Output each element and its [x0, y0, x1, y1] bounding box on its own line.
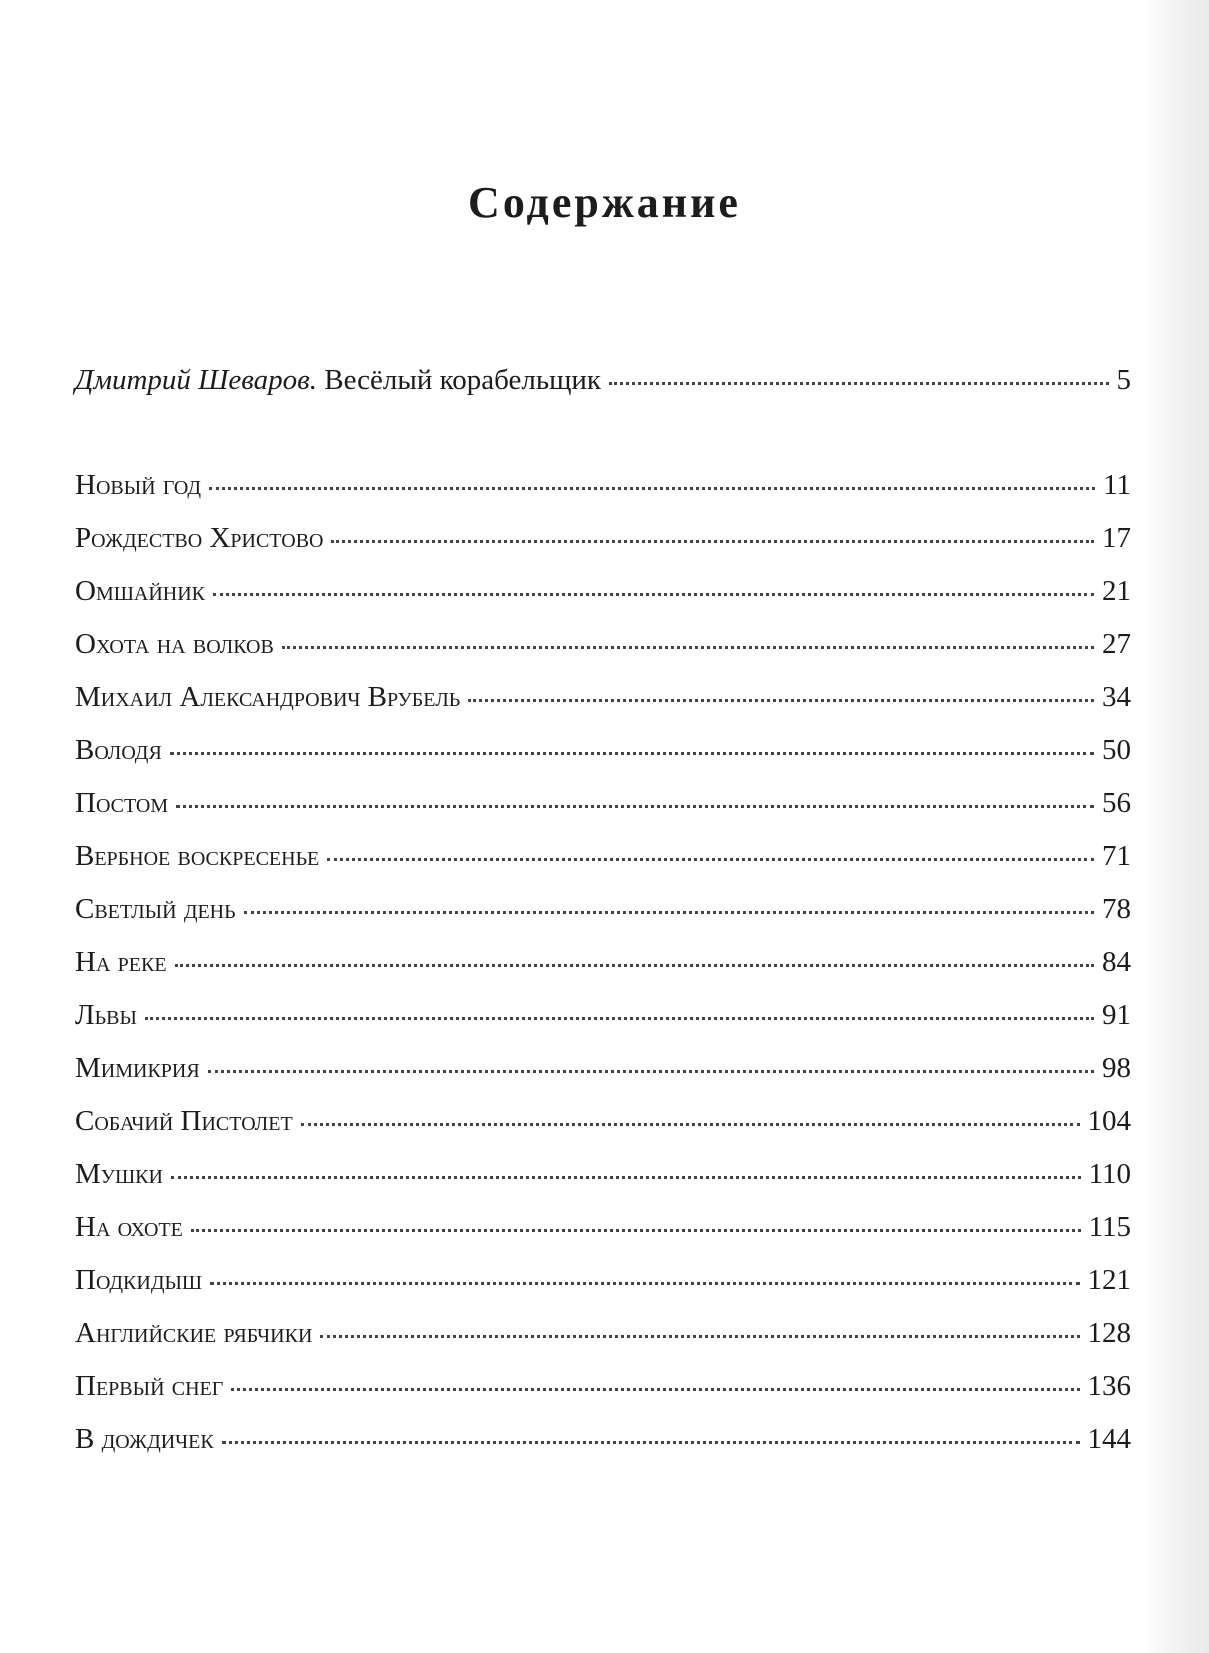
toc-entry-title: Английские рябчики: [75, 1317, 313, 1349]
dot-leader: [208, 1070, 1094, 1073]
toc-entry-title: Львы: [75, 999, 137, 1031]
toc-entry-page: 128: [1087, 1317, 1131, 1349]
toc-entry-page: 11: [1103, 469, 1131, 501]
dot-leader: [191, 1229, 1081, 1232]
dot-leader: [231, 1388, 1079, 1391]
toc-entry: [75, 838, 1131, 874]
toc-entry: [75, 1421, 1131, 1457]
dot-leader: [213, 593, 1094, 596]
dot-leader: [171, 1176, 1081, 1179]
toc-entry: [75, 1050, 1131, 1086]
toc-entry-title: Охота на волков: [75, 628, 274, 660]
toc-entry-title: Мушки: [75, 1158, 163, 1190]
toc-entry-title: Омшайник: [75, 575, 206, 607]
dot-leader: [331, 540, 1094, 543]
toc-entry-page: 84: [1102, 946, 1131, 978]
toc-entry-page: 50: [1102, 734, 1131, 766]
toc-entry: [75, 626, 1131, 662]
foreword-title: Весёлый корабельщик: [324, 364, 602, 396]
toc-entry: [75, 1103, 1131, 1139]
toc-entry-title: Постом: [75, 787, 169, 819]
dot-leader: [175, 964, 1094, 967]
toc-entry-page: 27: [1102, 628, 1131, 660]
dot-leader: [327, 858, 1094, 861]
toc-entry: [75, 1315, 1131, 1351]
toc-entry: [75, 573, 1131, 609]
dot-leader: [244, 911, 1094, 914]
toc-entry-page: 98: [1102, 1052, 1131, 1084]
toc-entry-title: Рождество Христово: [75, 522, 324, 554]
toc-entry: [75, 1209, 1131, 1245]
toc-entry-title: На реке: [75, 946, 167, 978]
toc-entry: [75, 944, 1131, 980]
toc-entry-title: Светлый день: [75, 893, 236, 925]
toc-entry-page: 21: [1102, 575, 1131, 607]
toc-entry-page: 136: [1087, 1370, 1131, 1402]
toc-entry: [75, 520, 1131, 556]
toc-entry-page: 110: [1088, 1158, 1131, 1190]
toc-entry: [75, 1368, 1131, 1404]
toc-entry-title: Новый год: [75, 469, 202, 501]
toc-entry-title: Мимикрия: [75, 1052, 200, 1084]
toc-entry-title: Вербное воскресенье: [75, 840, 320, 872]
toc-entry-title: Первый снег: [75, 1370, 224, 1402]
dot-leader: [170, 752, 1094, 755]
toc-entry: [75, 467, 1131, 503]
dot-leader: [210, 1282, 1079, 1285]
toc-entry: [75, 1262, 1131, 1298]
dot-leader: [176, 805, 1094, 808]
toc-entry: [75, 1156, 1131, 1192]
toc-entry-page: 56: [1102, 787, 1131, 819]
toc-entry-page: 104: [1087, 1105, 1131, 1137]
dot-leader: [320, 1335, 1079, 1338]
toc-entry: [75, 997, 1131, 1033]
foreword-page-number: 5: [1116, 364, 1131, 396]
toc-entry-title: Подкидыш: [75, 1264, 203, 1296]
dot-leader: [609, 382, 1108, 385]
toc-entry-title: Михаил Александрович Врубель: [75, 681, 461, 713]
toc-entry-page: 144: [1087, 1423, 1131, 1455]
dot-leader: [301, 1123, 1080, 1126]
toc-entry-page: 121: [1087, 1264, 1131, 1296]
dot-leader: [222, 1441, 1080, 1444]
toc-foreword-label: [75, 362, 601, 398]
toc-entry-title: В дождичек: [75, 1423, 214, 1455]
toc-entry-title: Собачий Пистолет: [75, 1105, 293, 1137]
toc-foreword: [75, 362, 1131, 398]
toc-entry-page: 91: [1102, 999, 1131, 1031]
toc-entry-page: 78: [1102, 893, 1131, 925]
toc-entry-page: 34: [1102, 681, 1131, 713]
dot-leader: [145, 1017, 1094, 1020]
toc-entry-page: 17: [1102, 522, 1131, 554]
toc-entry-title: Володя: [75, 734, 162, 766]
toc-entry: [75, 679, 1131, 715]
toc-entry: [75, 732, 1131, 768]
toc-entry: [75, 891, 1131, 927]
toc-entry-page: 115: [1088, 1211, 1131, 1243]
dot-leader: [282, 646, 1094, 649]
toc-entry-page: 71: [1102, 840, 1131, 872]
dot-leader: [209, 487, 1095, 490]
toc-entry-title: На охоте: [75, 1211, 183, 1243]
page-title: Содержание: [468, 178, 741, 227]
foreword-author: Дмитрий Шеваров.: [75, 364, 317, 396]
toc-entry: [75, 785, 1131, 821]
dot-leader: [468, 699, 1094, 702]
